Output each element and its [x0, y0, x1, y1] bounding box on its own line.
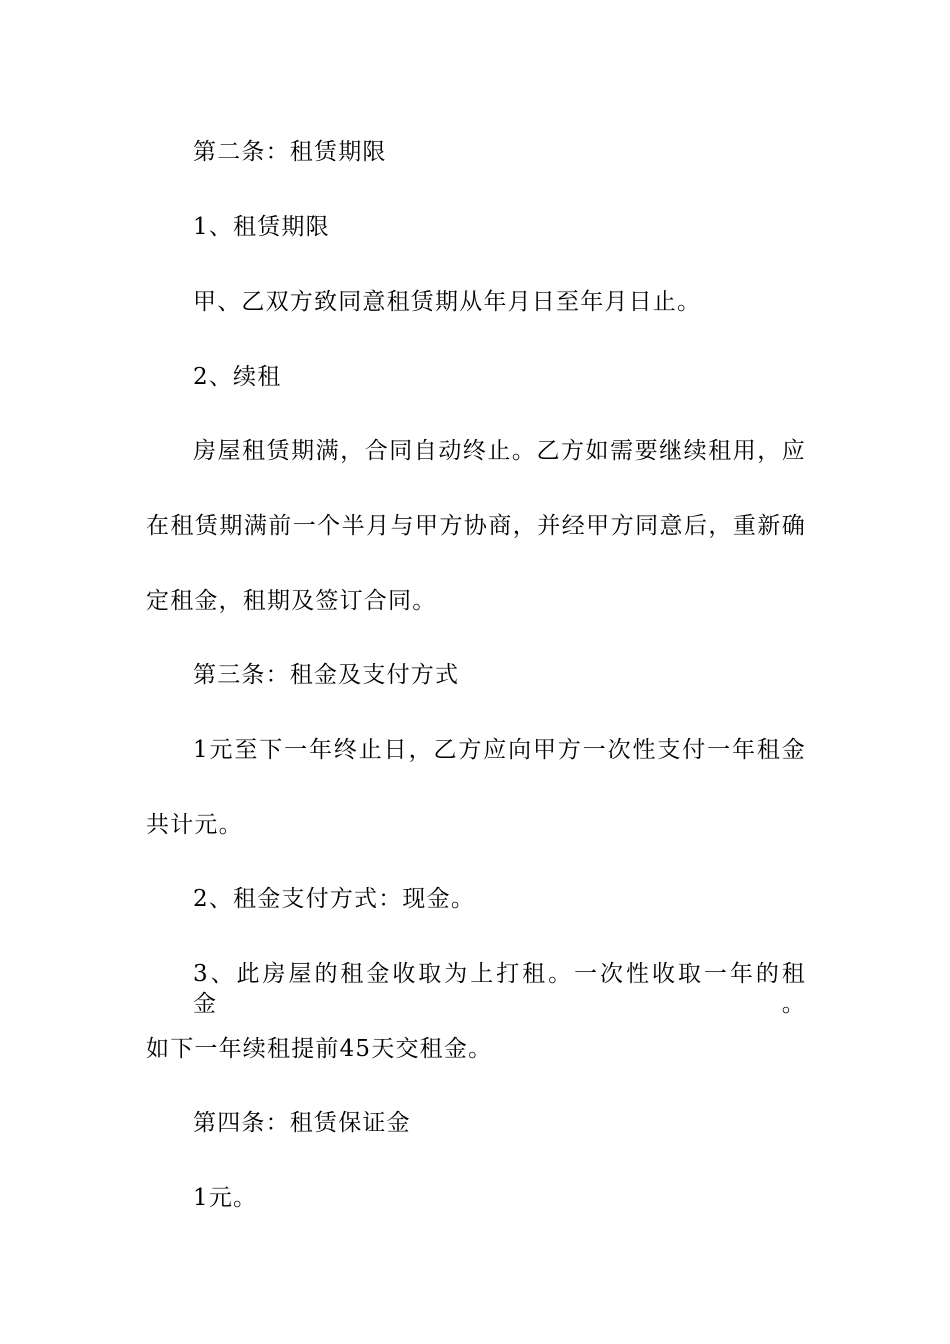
paragraph-payment-method: 2、租金支付方式：现金。 — [193, 886, 476, 912]
subheading-lease-term: 1、租赁期限 — [193, 214, 330, 240]
paragraph-rent-line-2: 共计元。 — [146, 812, 243, 838]
paragraph-deposit: 1元。 — [193, 1185, 258, 1211]
section-heading-article-2: 第二条：租赁期限 — [193, 139, 387, 165]
paragraph-renewal-line-2: 在租赁期满前一个半月与甲方协商，并经甲方同意后，重新确 — [146, 513, 806, 539]
subheading-renewal: 2、续租 — [193, 364, 282, 390]
paragraph-rent-collection-line-1: 3、此房屋的租金收取为上打租。一次性收取一年的租金。 — [193, 961, 806, 1017]
section-heading-article-3: 第三条：租金及支付方式 — [193, 662, 460, 688]
paragraph-lease-period: 甲、乙双方致同意租赁期从年月日至年月日止。 — [193, 289, 702, 315]
paragraph-renewal-line-1: 房屋租赁期满，合同自动终止。乙方如需要继续租用，应 — [193, 438, 806, 464]
paragraph-rent-collection-line-2: 如下一年续租提前45天交租金。 — [146, 1036, 493, 1062]
section-heading-article-4: 第四条：租赁保证金 — [193, 1110, 411, 1136]
paragraph-rent-line-1: 1元至下一年终止日，乙方应向甲方一次性支付一年租金 — [193, 737, 806, 763]
paragraph-renewal-line-3: 定租金，租期及签订合同。 — [146, 588, 437, 614]
